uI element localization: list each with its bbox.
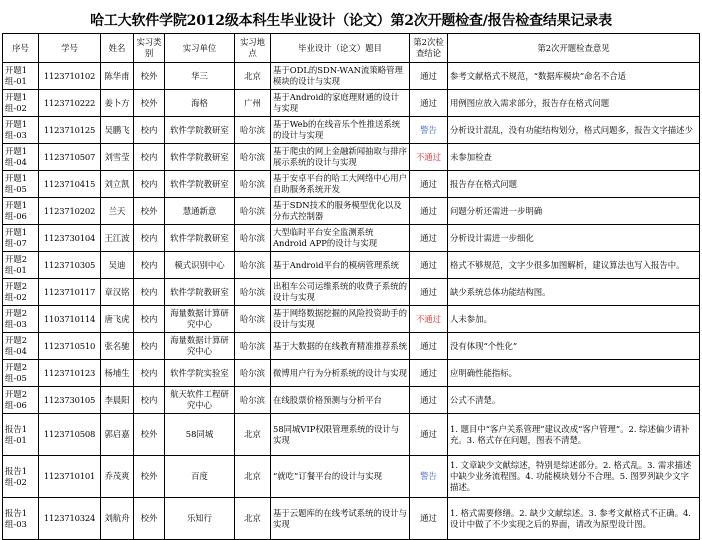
table-row	[3, 360, 700, 387]
cell-internship-unit: 软件学院教研室	[165, 279, 235, 306]
cell-internship-type: 校外	[134, 414, 165, 456]
cell-student-id: 1123710324	[39, 498, 101, 540]
cell-internship-location: 哈尔滨	[235, 333, 271, 360]
header-row	[3, 34, 700, 63]
cell-student-id: 1123710415	[39, 171, 101, 198]
cell-topic: 基于Web的在线音乐个性推送系统的设计与实现	[271, 117, 410, 144]
cell-internship-unit: 软件学院教研室	[165, 225, 235, 252]
cell-seq: 报告1组-02	[3, 456, 39, 498]
results-table	[2, 33, 700, 540]
cell-name: 刘雪莹	[101, 144, 134, 171]
cell-result: 通过	[410, 63, 448, 90]
cell-name: 杨埔生	[101, 360, 134, 387]
cell-name: 陈华甫	[101, 63, 134, 90]
cell-result: 通过	[410, 279, 448, 306]
table-body	[3, 63, 700, 540]
cell-student-id: 1123710222	[39, 90, 101, 117]
cell-student-id: 1123710125	[39, 117, 101, 144]
cell-internship-type: 校外	[134, 90, 165, 117]
table-row	[3, 387, 700, 414]
cell-name: 吴鹏飞	[101, 117, 134, 144]
cell-internship-unit: 模式识别中心	[165, 252, 235, 279]
cell-name: 姜卜方	[101, 90, 134, 117]
cell-topic: 基于爬虫的网上金融新闻抽取与排序展示系统的设计与实现	[271, 144, 410, 171]
cell-result: 通过	[410, 171, 448, 198]
table-row	[3, 144, 700, 171]
cell-result: 不通过	[410, 144, 448, 171]
cell-comment: 报告存在格式问题	[448, 171, 700, 198]
cell-topic: 基于Android的家庭理财通的设计与实现	[271, 90, 410, 117]
cell-topic: 基于Android平台的模病管理系统	[271, 252, 410, 279]
cell-comment: 未参加检查	[448, 144, 700, 171]
cell-topic: “就吃”订餐平台的设计与实现	[271, 456, 410, 498]
cell-seq: 报告1组-03	[3, 498, 39, 540]
cell-result: 警告	[410, 117, 448, 144]
cell-student-id: 1123710101	[39, 456, 101, 498]
header-result: 第2次检查结论	[410, 34, 448, 63]
cell-comment: 1. 格式需要修缮。2. 缺少文献综述。3. 参考文献格式不正确。4. 设计中做了不少实现之后的界面，请改为原型设计图。	[448, 498, 700, 540]
cell-internship-type: 校内	[134, 117, 165, 144]
cell-internship-type: 校内	[134, 171, 165, 198]
cell-internship-unit: 航天软件工程研究中心	[165, 387, 235, 414]
cell-seq: 开题2组-03	[3, 306, 39, 333]
cell-comment: 格式不够规范，文字少很多加图解析，建议算法也写入报告中。	[448, 252, 700, 279]
cell-student-id: 1123710508	[39, 414, 101, 456]
cell-internship-unit: 慧通新意	[165, 198, 235, 225]
cell-internship-type: 校外	[134, 498, 165, 540]
cell-seq: 开题1组-05	[3, 171, 39, 198]
cell-topic: 基于安卓平台的哈工大网络中心用户自助服务系统开发	[271, 171, 410, 198]
header-internship-unit: 实习单位	[165, 34, 235, 63]
cell-internship-type: 校外	[134, 456, 165, 498]
cell-student-id: 1123710510	[39, 333, 101, 360]
cell-result: 不通过	[410, 306, 448, 333]
header-name: 姓名	[101, 34, 134, 63]
cell-internship-location: 哈尔滨	[235, 306, 271, 333]
table-row	[3, 117, 700, 144]
table-row	[3, 171, 700, 198]
table-row	[3, 198, 700, 225]
table-row	[3, 279, 700, 306]
cell-internship-location: 北京	[235, 414, 271, 456]
cell-seq: 开题1组-07	[3, 225, 39, 252]
table-row	[3, 225, 700, 252]
cell-internship-unit: 百度	[165, 456, 235, 498]
cell-name: 刘立凯	[101, 171, 134, 198]
cell-comment: 参考文献格式不规范，“数据库模块”命名不合适	[448, 63, 700, 90]
cell-name: 刘航舟	[101, 498, 134, 540]
cell-topic: 出租车公司运维系统的收费子系统的设计与实现	[271, 279, 410, 306]
table-row	[3, 333, 700, 360]
cell-internship-unit: 软件学院教研室	[165, 117, 235, 144]
cell-seq: 开题1组-02	[3, 90, 39, 117]
cell-topic: 基于网络数据挖掘的风险投资助手的设计与实现	[271, 306, 410, 333]
table-row	[3, 456, 700, 498]
cell-result: 通过	[410, 414, 448, 456]
cell-internship-location: 哈尔滨	[235, 225, 271, 252]
cell-internship-location: 北京	[235, 63, 271, 90]
cell-student-id: 1103710114	[39, 306, 101, 333]
cell-name: 乔茂爽	[101, 456, 134, 498]
cell-internship-location: 哈尔滨	[235, 252, 271, 279]
cell-result: 通过	[410, 225, 448, 252]
cell-internship-type: 校内	[134, 252, 165, 279]
cell-student-id: 1123710202	[39, 198, 101, 225]
cell-comment: 问题分析还需进一步明确	[448, 198, 700, 225]
cell-internship-location: 北京	[235, 456, 271, 498]
cell-seq: 开题1组-03	[3, 117, 39, 144]
cell-seq: 开题1组-06	[3, 198, 39, 225]
table-row	[3, 63, 700, 90]
cell-result: 通过	[410, 90, 448, 117]
cell-student-id: 1123710102	[39, 63, 101, 90]
cell-internship-type: 校内	[134, 360, 165, 387]
cell-topic: 在线股票价格预测与分析平台	[271, 387, 410, 414]
cell-name: 唐飞虎	[101, 306, 134, 333]
cell-result: 通过	[410, 252, 448, 279]
cell-name: 王江波	[101, 225, 134, 252]
cell-comment: 1. 文章缺少文献综述，特别是综述部分。2. 格式乱。3. 需求描述中缺少业务流程图。4. 功能模块划分不合理。5. 图罗列缺少文字描述。	[448, 456, 700, 498]
cell-internship-type: 校外	[134, 63, 165, 90]
cell-internship-unit: 软件学院实验室	[165, 360, 235, 387]
cell-topic: 基于大数据的在线教育精准推荐系统	[271, 333, 410, 360]
header-student-id: 学号	[39, 34, 101, 63]
cell-seq: 开题1组-04	[3, 144, 39, 171]
page-title: 哈工大软件学院2012级本科生毕业设计（论文）第2次开题检查/报告检查结果记录表	[90, 13, 612, 29]
cell-result: 通过	[410, 333, 448, 360]
cell-student-id: 1123710123	[39, 360, 101, 387]
cell-student-id: 1123710117	[39, 279, 101, 306]
header-topic: 毕业设计（论文）题目	[271, 34, 410, 63]
cell-internship-type: 校内	[134, 225, 165, 252]
cell-seq: 开题2组-06	[3, 387, 39, 414]
cell-result: 通过	[410, 360, 448, 387]
cell-internship-type: 校内	[134, 144, 165, 171]
cell-internship-unit: 海量数据计算研究中心	[165, 306, 235, 333]
cell-seq: 开题2组-04	[3, 333, 39, 360]
cell-internship-type: 校内	[134, 333, 165, 360]
cell-internship-unit: 乐知行	[165, 498, 235, 540]
cell-internship-unit: 软件学院教研室	[165, 144, 235, 171]
cell-student-id: 1123730104	[39, 225, 101, 252]
header-seq: 序号	[3, 34, 39, 63]
cell-comment: 没有体现“个性化”	[448, 333, 700, 360]
cell-internship-unit: 软件学院教研室	[165, 171, 235, 198]
cell-internship-unit: 海量数据计算研究中心	[165, 333, 235, 360]
header-internship-location: 实习地点	[235, 34, 271, 63]
cell-result: 通过	[410, 198, 448, 225]
cell-topic: 微博用户行为分析系统的设计与实现	[271, 360, 410, 387]
cell-topic: 基于SDN技术的服务模型优化以及分布式控制器	[271, 198, 410, 225]
table-row	[3, 414, 700, 456]
cell-result: 通过	[410, 387, 448, 414]
cell-topic: 基于云题库的在线考试系统的设计与实现	[271, 498, 410, 540]
cell-topic: 58同城VIP权限管理系统的设计与实现	[271, 414, 410, 456]
cell-student-id: 1123730105	[39, 387, 101, 414]
cell-name: 兰天	[101, 198, 134, 225]
table-row	[3, 90, 700, 117]
cell-internship-location: 哈尔滨	[235, 387, 271, 414]
cell-internship-type: 校外	[134, 198, 165, 225]
cell-name: 李晨阳	[101, 387, 134, 414]
cell-name: 吴迪	[101, 252, 134, 279]
cell-internship-unit: 海格	[165, 90, 235, 117]
cell-comment: 用例图应放入需求部分，报告存在格式问题	[448, 90, 700, 117]
cell-comment: 分析设计混乱，没有功能结构划分，格式问题多，报告文字描述少	[448, 117, 700, 144]
cell-name: 郭启嘉	[101, 414, 134, 456]
cell-seq: 报告1组-01	[3, 414, 39, 456]
cell-comment: 应明确性能指标。	[448, 360, 700, 387]
cell-name: 张名驰	[101, 333, 134, 360]
cell-seq: 开题2组-02	[3, 279, 39, 306]
cell-seq: 开题2组-05	[3, 360, 39, 387]
cell-result: 通过	[410, 498, 448, 540]
header-internship-type: 实习类别	[134, 34, 165, 63]
cell-topic: 基于ODL的SDN-WAN流策略管理模块的设计与实现	[271, 63, 410, 90]
cell-internship-location: 哈尔滨	[235, 279, 271, 306]
cell-student-id: 1123710305	[39, 252, 101, 279]
cell-comment: 1. 题目中“客户关系管理”建议改成“客户管理”。2. 综述偏少请补充。3. 格式存在问题，图表不清楚。	[448, 414, 700, 456]
cell-student-id: 1123710507	[39, 144, 101, 171]
cell-comment: 缺少系统总体功能结构图。	[448, 279, 700, 306]
cell-internship-location: 哈尔滨	[235, 360, 271, 387]
table-row	[3, 306, 700, 333]
table-row	[3, 252, 700, 279]
header-comment: 第2次开题检查意见	[448, 34, 700, 63]
cell-result: 警告	[410, 456, 448, 498]
cell-name: 章汉铭	[101, 279, 134, 306]
cell-internship-location: 哈尔滨	[235, 117, 271, 144]
cell-internship-type: 校内	[134, 387, 165, 414]
cell-internship-unit: 华三	[165, 63, 235, 90]
cell-topic: 大型临时平台安全监测系统Android APP的设计与实现	[271, 225, 410, 252]
cell-internship-unit: 58同城	[165, 414, 235, 456]
cell-seq: 开题1组-01	[3, 63, 39, 90]
cell-internship-type: 校内	[134, 279, 165, 306]
cell-comment: 人未参加。	[448, 306, 700, 333]
cell-internship-location: 北京	[235, 498, 271, 540]
cell-internship-location: 哈尔滨	[235, 198, 271, 225]
table-row	[3, 498, 700, 540]
cell-internship-location: 哈尔滨	[235, 144, 271, 171]
cell-internship-type: 校内	[134, 306, 165, 333]
cell-internship-location: 广州	[235, 90, 271, 117]
cell-comment: 分析设计需进一步细化	[448, 225, 700, 252]
cell-seq: 开题2组-01	[3, 252, 39, 279]
cell-comment: 公式不清楚。	[448, 387, 700, 414]
cell-internship-location: 哈尔滨	[235, 171, 271, 198]
